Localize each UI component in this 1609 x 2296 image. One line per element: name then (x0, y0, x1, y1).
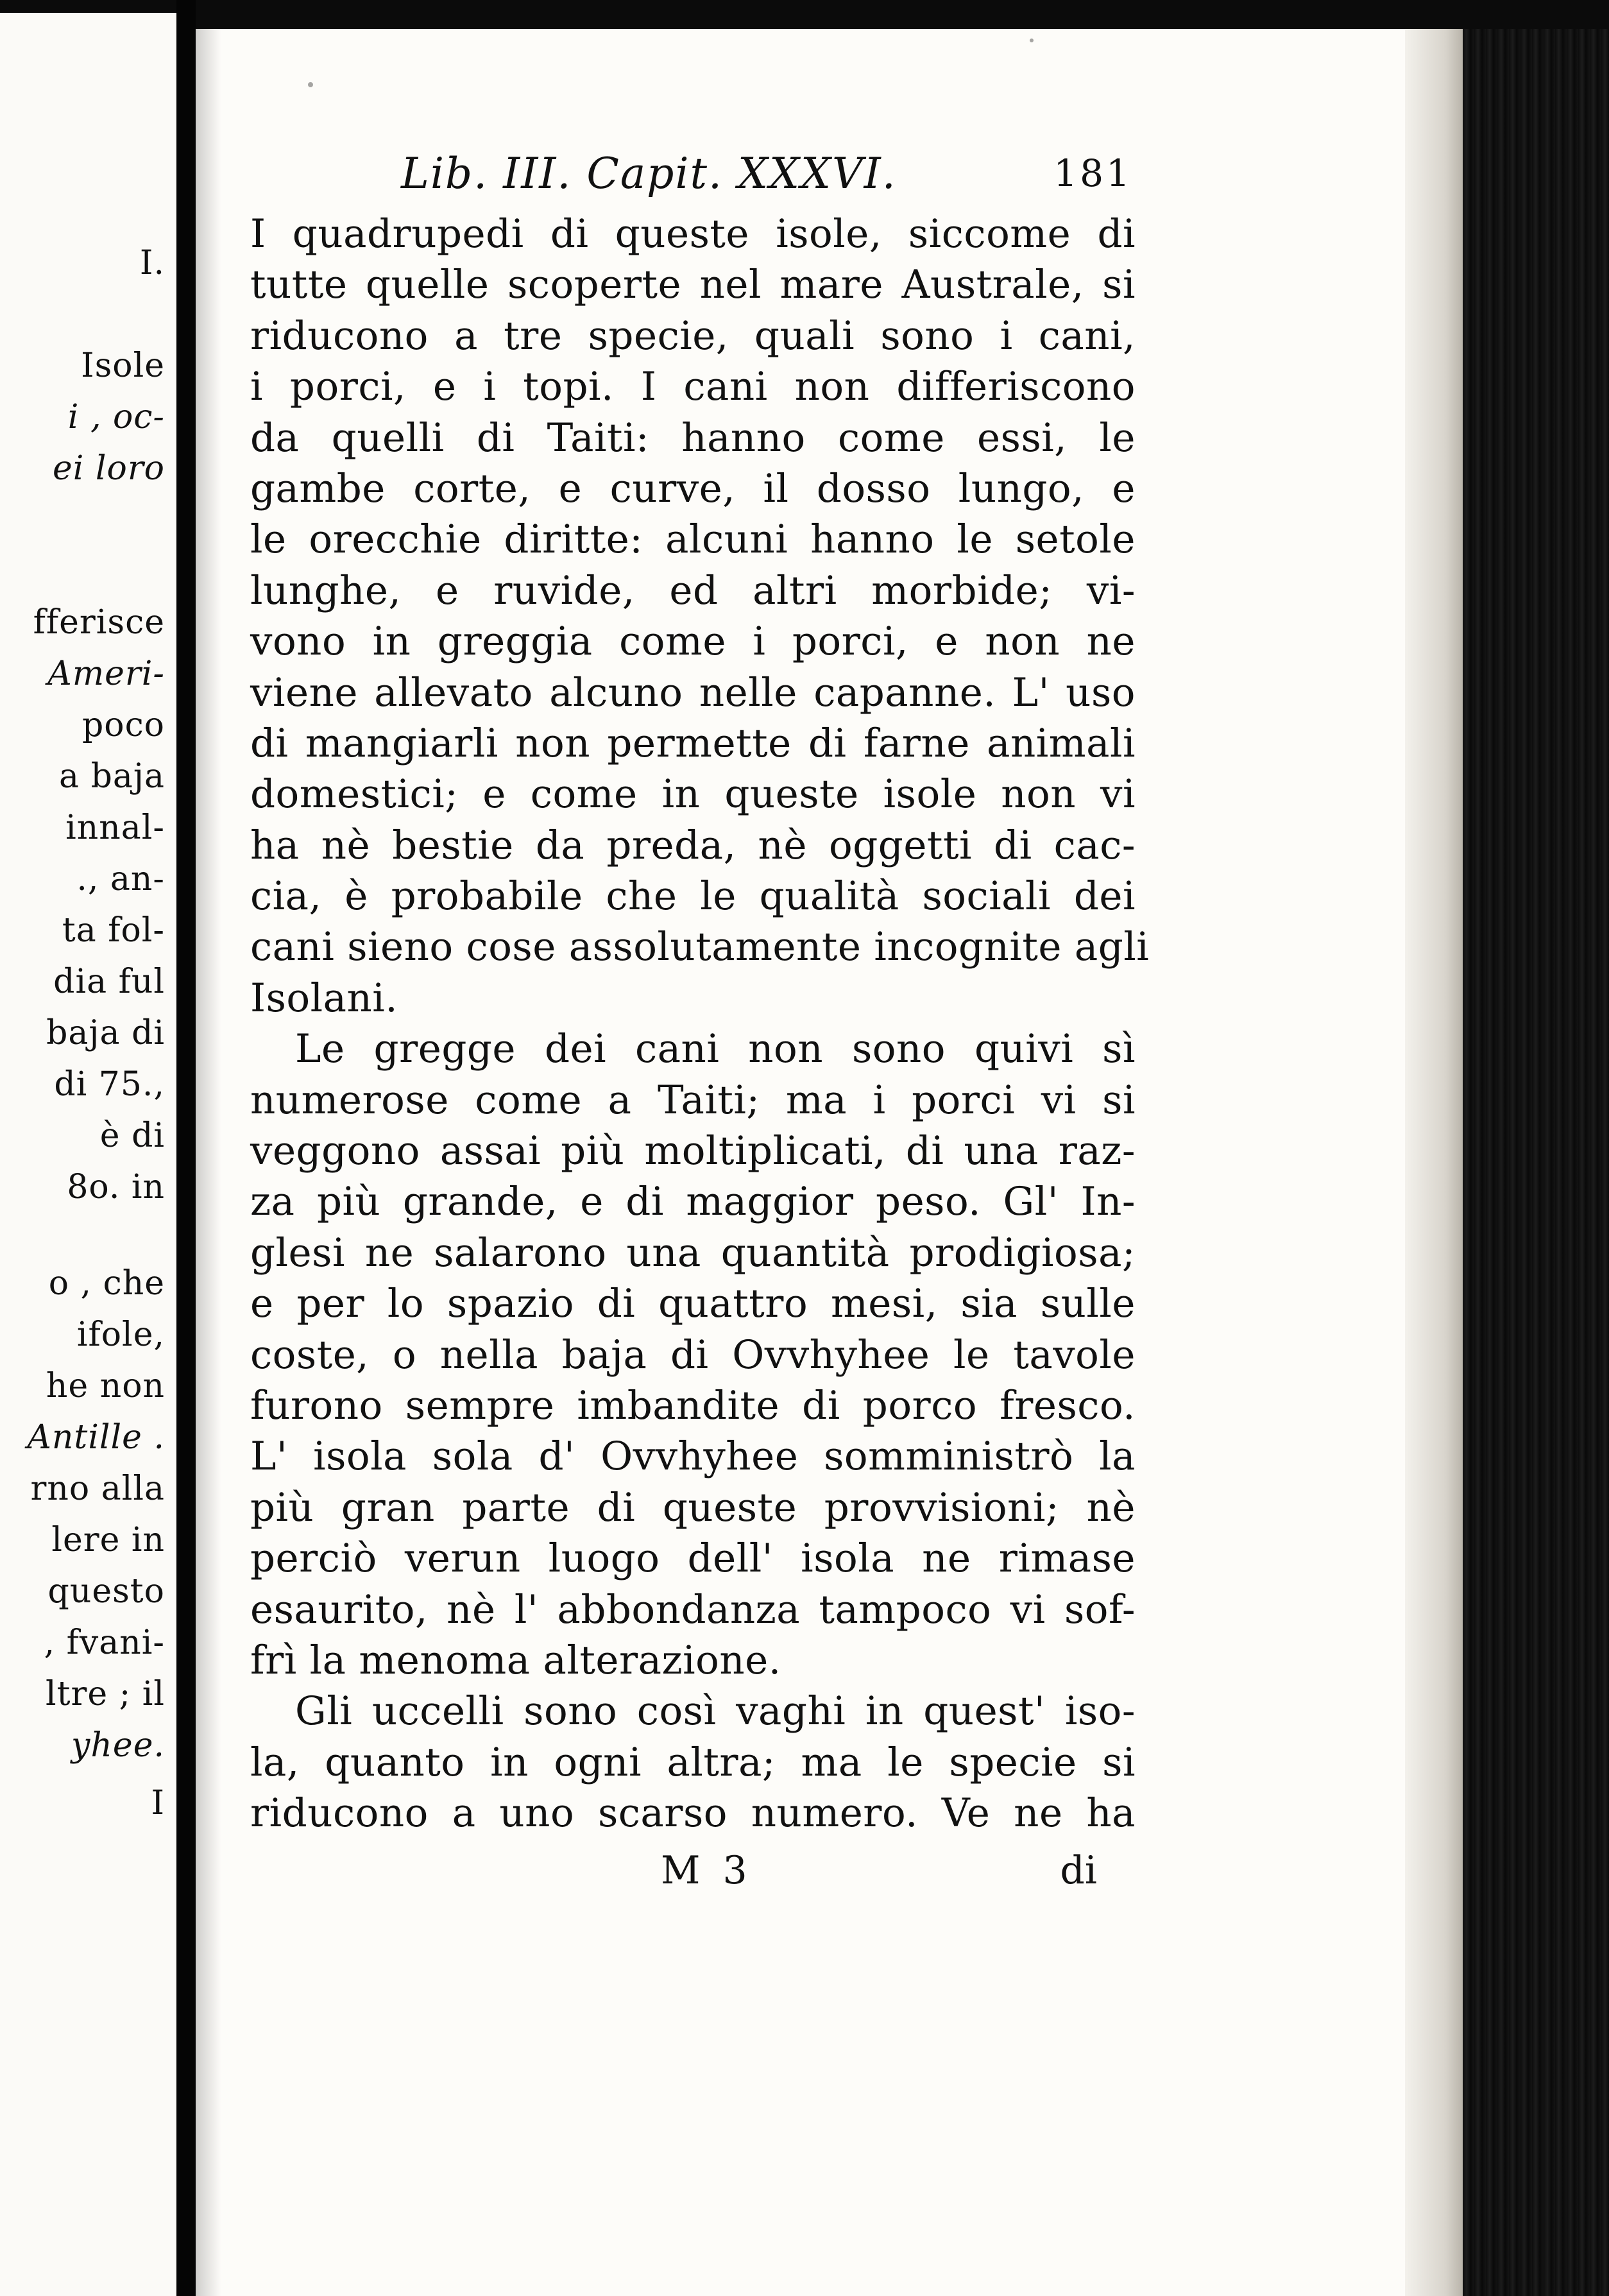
text-line: i porci, e i topi. I cani non differiscono (250, 364, 1136, 410)
left-page-line: I (151, 1784, 165, 1822)
left-page-line: questo (47, 1572, 165, 1611)
left-page-line: Isole (81, 347, 165, 385)
left-page-line: he non (46, 1367, 165, 1405)
text-line: più gran parte di queste provvisioni; nè (250, 1484, 1136, 1530)
left-page-line: I. (139, 244, 165, 282)
running-header (196, 149, 1132, 200)
left-page-line: lere in (51, 1521, 165, 1559)
text-line: I quadrupedi di queste isole, siccome di (250, 211, 1136, 257)
text-line: esaurito, nè l' abbondanza tampoco vi sof- (250, 1586, 1136, 1632)
book-fore-edge (1463, 29, 1609, 2296)
left-page-line: ., an- (76, 860, 165, 898)
left-page-line: rno alla (30, 1469, 165, 1508)
text-line: L' isola sola d' Ovvhyhee somministrò la (250, 1434, 1136, 1480)
text-line: la, quanto in ogni altra; ma le specie si (250, 1739, 1136, 1785)
left-page-line: Antille . (27, 1418, 165, 1457)
catchword: di (1060, 1848, 1097, 1893)
text-line: veggono assai più moltiplicati, di una raz- (250, 1128, 1136, 1174)
text-line: za più grande, e di maggior peso. Gl' In- (250, 1179, 1136, 1225)
text-line: Le gregge dei cani non sono quivi sì (295, 1026, 1136, 1072)
text-line: tutte quelle scoperte nel mare Australe, si (250, 262, 1136, 308)
left-facing-page (0, 13, 176, 2296)
body-text (250, 209, 1150, 1839)
text-line: vono in greggia come i porci, e non ne (250, 619, 1136, 665)
left-page-line: 8o. in (67, 1168, 165, 1206)
text-line: coste, o nella baja di Ovvhyhee le tavole (250, 1332, 1136, 1378)
left-page-line: poco (81, 706, 165, 744)
text-line: Isolani. (250, 975, 398, 1021)
text-line: numerose come a Taiti; ma i porci vi si (250, 1077, 1136, 1123)
text-line: le orecchie diritte: alcuni hanno le setole (250, 517, 1136, 563)
signature-mark: M 3 (661, 1848, 753, 1893)
text-line: domestici; e come in queste isole non vi (250, 771, 1136, 818)
text-line: ha nè bestie da preda, nè oggetti di cac- (250, 822, 1136, 868)
left-page-line: ifole, (76, 1315, 165, 1354)
left-page-line: di 75., (54, 1065, 165, 1104)
ink-speck (1030, 39, 1034, 42)
left-page-line: baja di (46, 1014, 165, 1052)
page-edge (1405, 29, 1463, 2296)
text-line: frì la menoma alterazione. (250, 1637, 781, 1683)
text-line: perciò verun luogo dell' isola ne rimase (250, 1536, 1136, 1582)
left-page-line: dia ful (53, 963, 165, 1001)
left-page-line: , fvani- (44, 1623, 165, 1662)
left-page-line: ltre ; il (46, 1675, 165, 1713)
text-line: e per lo spazio di quattro mesi, sia sulle (250, 1281, 1136, 1327)
book-gutter (176, 0, 196, 2296)
left-page-line: è di (99, 1117, 165, 1155)
text-line: Gli uccelli sono così vaghi in quest' iso- (295, 1688, 1136, 1735)
left-page-line: fferisce (33, 603, 165, 642)
left-page-line: i , oc- (67, 398, 165, 436)
text-line: gambe corte, e curve, il dosso lungo, e (250, 465, 1136, 511)
text-line: cia, è probabile che le qualità sociali dei (250, 873, 1136, 920)
page-number: 181 (1053, 151, 1132, 195)
text-line: glesi ne salarono una quantità prodigiosa; (250, 1229, 1136, 1276)
left-page-line: Ameri- (47, 655, 165, 693)
text-line: da quelli di Taiti: hanno come essi, le (250, 415, 1136, 461)
left-page-line: yhee. (71, 1726, 165, 1765)
text-line: riducono a tre specie, quali sono i cani, (250, 313, 1136, 359)
left-page-line: o , che (48, 1264, 165, 1303)
text-line: furono sempre imbandite di porco fresco. (250, 1382, 1136, 1428)
chapter-title: Lib. III. Capit. XXXVI. (401, 149, 897, 198)
left-page-line: a baja (59, 757, 165, 796)
text-line: cani sieno cose assolutamente incognite agli (250, 924, 1150, 970)
text-line: riducono a uno scarso numero. Ve ne ha (250, 1790, 1136, 1837)
left-page-line: innal- (65, 809, 165, 847)
left-page-line: ei loro (52, 449, 165, 488)
left-page-line: ta fol- (62, 911, 165, 950)
page-footer (250, 1848, 1136, 1899)
ink-speck (308, 82, 313, 87)
text-line: lunghe, e ruvide, ed altri morbide; vi- (250, 567, 1136, 613)
text-line: viene allevato alcuno nelle capanne. L' uso (250, 669, 1136, 715)
text-line: di mangiarli non permette di farne animali (250, 720, 1136, 766)
